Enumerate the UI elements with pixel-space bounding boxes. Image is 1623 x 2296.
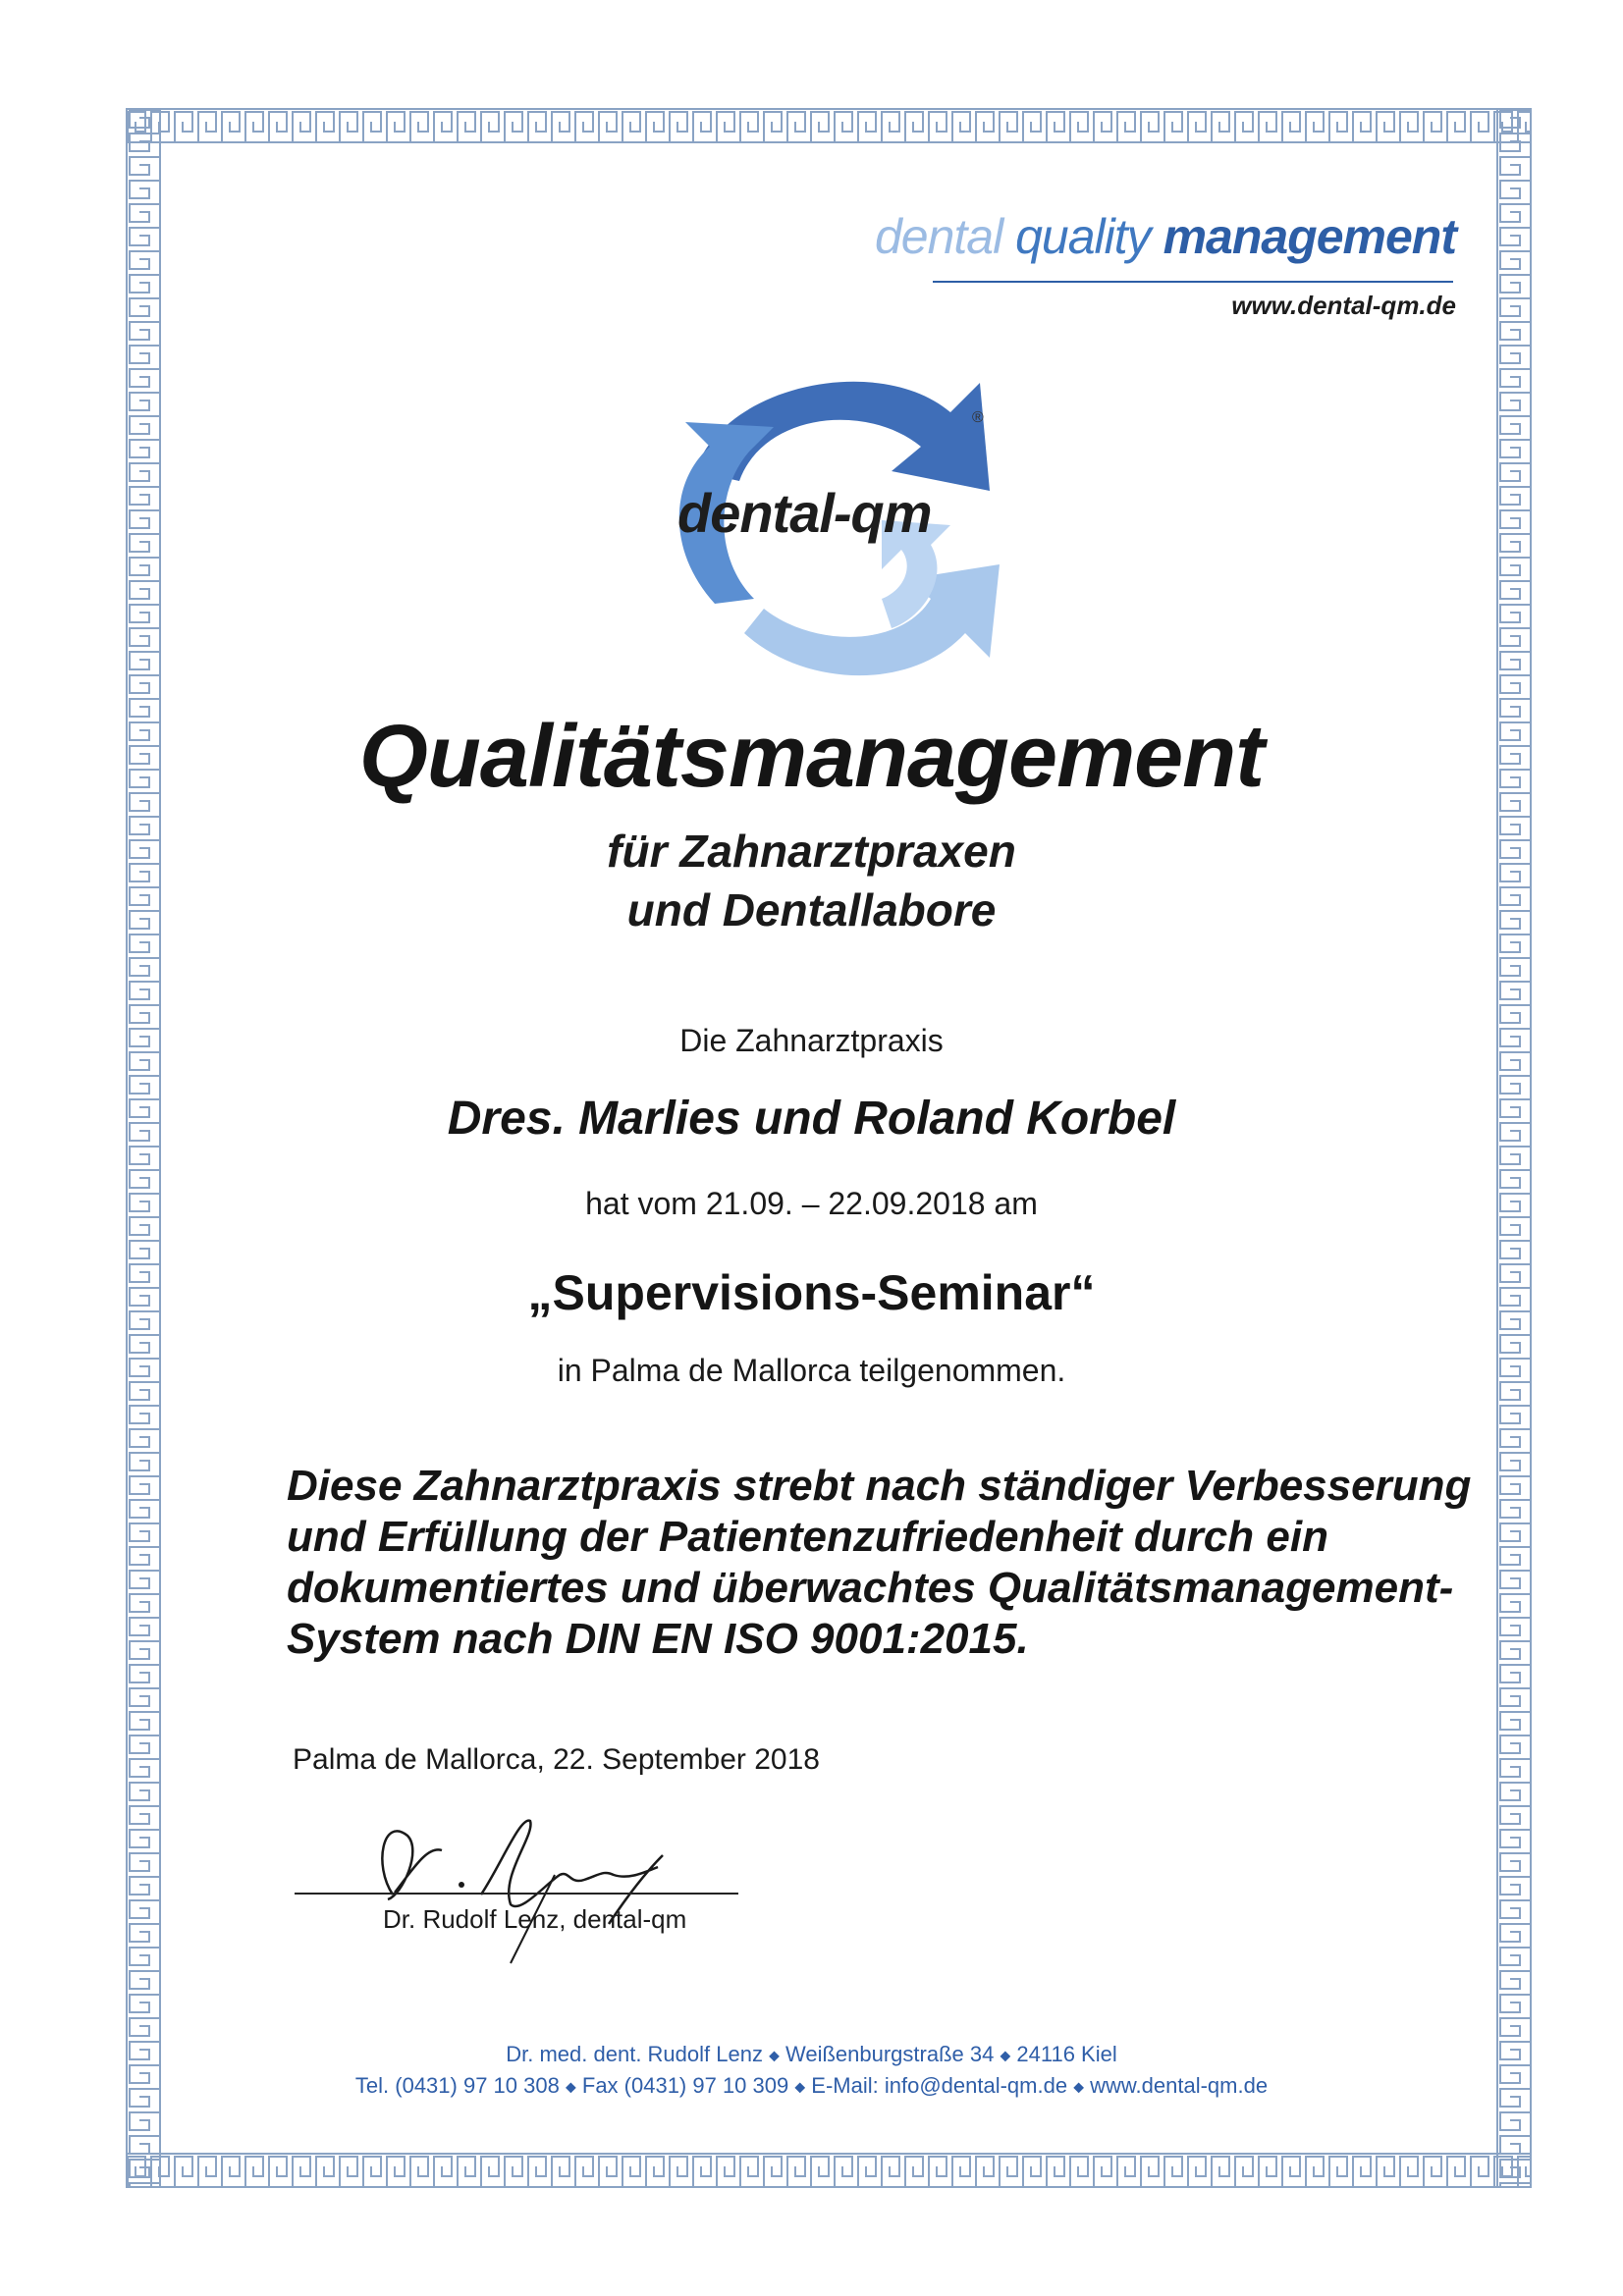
- intro-text: Die Zahnarztpraxis: [679, 1023, 944, 1058]
- footer-name: Dr. med. dent. Rudolf Lenz: [506, 2042, 763, 2066]
- signature-place-date: Palma de Mallorca, 22. September 2018: [293, 1743, 820, 1776]
- signer-name: Dr. Rudolf Lenz, dental-qm: [383, 1904, 687, 1934]
- statement-line: dokumentiertes und überwachtes Qualitätsmanagement-: [287, 1564, 1454, 1612]
- border-left: [126, 108, 161, 2188]
- footer-address: [0, 2042, 1623, 2067]
- separator-icon: ◆: [1000, 2047, 1011, 2063]
- signature-line: [295, 1893, 738, 1895]
- seminar-title: „Supervisions-Seminar“: [527, 1265, 1096, 1320]
- brand-wordmark: [875, 208, 1456, 265]
- registered-mark: ®: [972, 409, 984, 426]
- dates-text: hat vom 21.09. – 22.09.2018 am: [585, 1186, 1038, 1221]
- brand-word-management: management: [1163, 209, 1456, 264]
- footer-contact: [0, 2073, 1623, 2099]
- statement-line: und Erfüllung der Patientenzufriedenheit durch ein: [287, 1513, 1328, 1561]
- separator-icon: ◆: [1073, 2078, 1084, 2095]
- footer-tel: Tel. (0431) 97 10 308: [354, 2073, 560, 2098]
- statement-line: System nach DIN EN ISO 9001:2015.: [287, 1615, 1029, 1663]
- separator-icon: ◆: [794, 2078, 806, 2095]
- brand-rule: [933, 281, 1453, 283]
- logo-text: dental-qm: [677, 482, 932, 544]
- separator-icon: ◆: [565, 2078, 576, 2095]
- footer-web: www.dental-qm.de: [1090, 2073, 1269, 2098]
- certificate-title: Qualitätsmanagement: [358, 708, 1265, 806]
- border-right: [1496, 108, 1532, 2188]
- brand-word-quality: quality: [1015, 209, 1151, 264]
- subtitle-line-1: für Zahnarztpraxen: [607, 826, 1016, 877]
- border-bottom: [126, 2153, 1532, 2188]
- brand-url: www.dental-qm.de: [1231, 291, 1456, 320]
- place-text: in Palma de Mallorca teilgenommen.: [557, 1353, 1066, 1388]
- brand-word-dental: dental: [874, 209, 1003, 264]
- footer-street: Weißenburgstraße 34: [784, 2042, 995, 2066]
- footer-email: E-Mail: info@dental-qm.de: [811, 2073, 1068, 2098]
- statement-line: Diese Zahnarztpraxis strebt nach ständiger Verbesserung: [287, 1462, 1472, 1510]
- subtitle-line-2: und Dentallabore: [626, 884, 997, 935]
- practice-name: Dres. Marlies und Roland Korbel: [447, 1093, 1176, 1145]
- footer-city: 24116 Kiel: [1016, 2042, 1117, 2066]
- separator-icon: ◆: [769, 2047, 780, 2063]
- footer-fax: Fax (0431) 97 10 309: [581, 2073, 789, 2098]
- border-top: [126, 108, 1532, 143]
- quality-statement: [287, 1461, 1472, 1665]
- handwritten-signature: [334, 1777, 746, 1973]
